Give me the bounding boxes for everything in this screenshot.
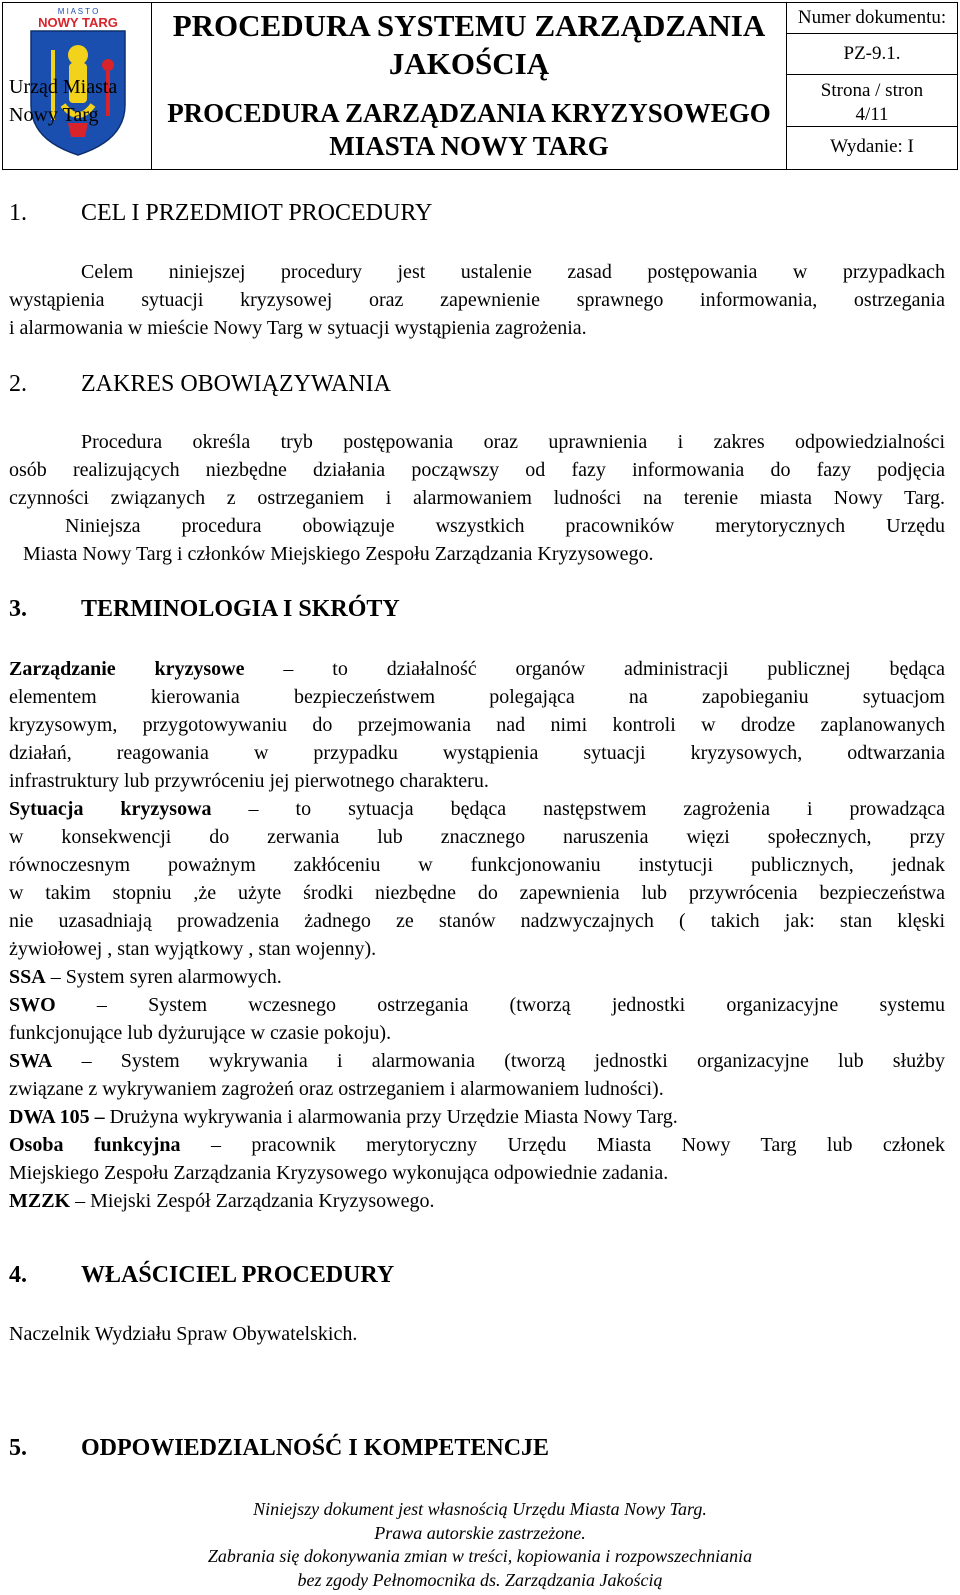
text-line: Miasta Nowy Targ i członków Miejskiego Zespołu Zarządzania Kryzysowego. [23, 543, 654, 565]
text-line: Niniejsza procedura obowiązuje wszystkich pracowników merytorycznych Urzędu [65, 515, 945, 537]
section-4-body [9, 1320, 945, 1348]
term-text: – to sytuacja będąca następstwem zagrożenia i prowadząca [248, 798, 946, 820]
text-line: w takim stopniu ,że użyte środki niezbędne do zapewnienia lub przywrócenia bezpieczeństwa [9, 882, 945, 904]
term-text: – pracownik merytoryczny Urzędu Miasta Nowy Targ lub członek [210, 1134, 946, 1156]
section-number: 1. [9, 200, 27, 226]
term-text: – System wczesnego ostrzegania (tworzą jednostki organizacyjne systemu [96, 994, 946, 1016]
section-3-heading [9, 596, 400, 623]
office-label: Urząd Miasta Nowy Targ [9, 76, 118, 126]
term-swa [9, 1047, 945, 1075]
term-dwa [9, 1103, 945, 1131]
section-5-heading [9, 1435, 549, 1462]
term-label: DWA 105 – [9, 1106, 105, 1128]
header-title-cell [152, 3, 787, 169]
text-line: i alarmowania w mieście Nowy Targ w sytuacji wystąpienia zagrożenia. [9, 317, 587, 339]
doc-number: PZ-9.1. [787, 34, 957, 75]
text-line: Celem niniejszej procedury jest ustalenie zasad postępowania w przypadkach [81, 261, 945, 283]
page-value: 4/11 [855, 104, 889, 125]
term-label: SWA [9, 1050, 53, 1072]
term-osoba [9, 1131, 945, 1159]
term-label: Sytuacja kryzysowa [9, 798, 212, 820]
section-4-heading [9, 1262, 394, 1289]
document-footer [0, 1498, 960, 1592]
section-title: WŁAŚCICIEL PROCEDURY [81, 1262, 395, 1288]
term-sytuacja [9, 795, 945, 823]
text-line: infrastruktury lub przywróceniu jej pierwotnego charakteru. [9, 770, 489, 792]
footer-line: Zabrania się dokonywania zmian w treści, kopiowania i rozpowszechniania [207, 1546, 753, 1566]
page-info [787, 75, 957, 127]
term-text: – to działalność organów administracji publicznej będąca [283, 658, 945, 680]
text-line: Naczelnik Wydziału Spraw Obywatelskich. [9, 1323, 358, 1345]
section-2-heading [9, 371, 391, 398]
term-swo [9, 991, 945, 1019]
text-line: Miejskiego Zespołu Zarządzania Kryzysowego wykonująca odpowiednie zadania. [9, 1162, 669, 1184]
crest-city-text: NOWY TARG [38, 15, 118, 30]
section-title: TERMINOLOGIA I SKRÓTY [81, 596, 400, 622]
term-label: SSA [9, 966, 46, 988]
section-title: ODPOWIEDZIALNOŚĆ I KOMPETENCJE [81, 1435, 550, 1461]
section-1-heading [9, 200, 432, 227]
doc-number-label: Numer dokumentu: [787, 3, 957, 34]
text-line: wystąpienia sytuacji kryzysowej oraz zapewnienie sprawnego informowania, ostrzegania [9, 289, 945, 311]
section-title: ZAKRES OBOWIĄZYWANIA [81, 371, 391, 397]
crest-top-text: M I A S T O [57, 7, 99, 16]
term-label: SWO [9, 994, 56, 1016]
term-label: Osoba funkcyjna [9, 1134, 181, 1156]
system-title: PROCEDURA SYSTEMU ZARZĄDZANIA JAKOŚCIĄ [172, 8, 766, 81]
section-title: CEL I PRZEDMIOT PROCEDURY [81, 200, 433, 226]
page-label: Strona / stron [820, 80, 924, 101]
text-line: osób realizujących niezbędne działania począwszy od fazy informowania do fazy podjęcia [9, 459, 945, 481]
term-text: – System wykrywania i alarmowania (tworzą jednostki organizacyjne lub służby [81, 1050, 946, 1072]
text-line: kryzysowym, przygotowywaniu do przejmowania nad nimi kontroli w drodze zaplanowanych [9, 714, 945, 736]
edition: Wydanie: I [830, 136, 914, 157]
section-3-body [9, 655, 945, 1215]
text-line: związane z wykrywaniem zagrożeń oraz ostrzeganiem i alarmowaniem ludności). [9, 1078, 664, 1100]
section-number: 3. [9, 596, 27, 622]
text-line: nie uzasadniają prowadzenia żadnego ze stanów nadzwyczajnych ( takich jak: stan klęski [9, 910, 945, 932]
text-line: funkcjonujące lub dyżurujące w czasie pokoju). [9, 1022, 392, 1044]
term-zarzadzanie [9, 655, 945, 683]
section-number: 5. [9, 1435, 27, 1461]
text-line: czynności związanych z ostrzeganiem i alarmowaniem ludności na terenie miasta Nowy Targ. [9, 487, 945, 509]
header-meta-cell [787, 3, 957, 169]
text-line: w konsekwencji do zerwania lub znacznego naruszenia więzi społecznych, przy [9, 826, 945, 848]
document-header [2, 2, 958, 170]
term-label: MZZK [9, 1190, 71, 1212]
header-logo-cell [3, 3, 152, 169]
footer-line: Niniejszy dokument jest własnością Urzędu Miasta Nowy Targ. [253, 1499, 707, 1519]
term-text: Drużyna wykrywania i alarmowania przy Urzędzie Miasta Nowy Targ. [109, 1106, 678, 1128]
text-line: Procedura określa tryb postępowania oraz uprawnienia i zakres odpowiedzialności [81, 431, 945, 453]
text-line: elementem kierowania bezpieczeństwem polegająca na zapobieganiu sytuacjom [9, 686, 945, 708]
text-line: równoczesnym poważnym zakłóceniu w funkcjonowaniu instytucji publicznych, jednak [9, 854, 945, 876]
footer-line: Prawa autorskie zastrzeżone. [374, 1522, 586, 1543]
term-ssa [9, 963, 945, 991]
text-line: działań, reagowania w przypadku wystąpienia sytuacji kryzysowych, odtwarzania [9, 742, 945, 764]
section-number: 4. [9, 1262, 27, 1288]
section-1-body [9, 258, 945, 342]
term-label: Zarządzanie kryzysowe [9, 658, 245, 680]
text-line: żywiołowej , stan wyjątkowy , stan wojenny). [9, 938, 377, 960]
section-number: 2. [9, 371, 27, 397]
term-text: – System syren alarmowych. [50, 966, 282, 988]
term-text: – Miejski Zespół Zarządzania Kryzysowego. [75, 1190, 435, 1212]
footer-line: bez zgody Pełnomocnika ds. Zarządzania Jakością [297, 1569, 663, 1590]
section-2-body [9, 428, 945, 568]
term-mzzk [9, 1187, 945, 1215]
procedure-title: PROCEDURA ZARZĄDZANIA KRYZYSOWEGO MIASTA NOWY TARG [167, 98, 771, 161]
